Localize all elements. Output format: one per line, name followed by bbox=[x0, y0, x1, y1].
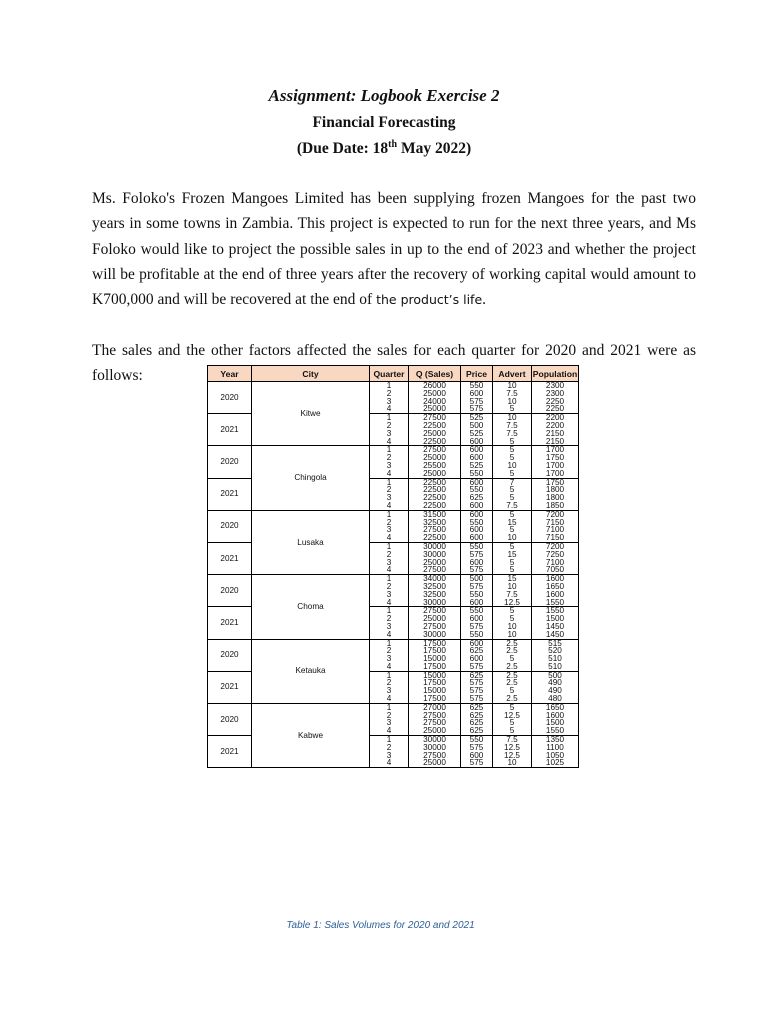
quarter-cell: 2 bbox=[370, 647, 409, 655]
intro-paragraph-end: . bbox=[482, 291, 487, 309]
advert-cell: 7.5 bbox=[493, 430, 532, 438]
quarter-cell: 4 bbox=[370, 599, 409, 607]
sales-cell: 26000 bbox=[409, 382, 461, 390]
quarter-cell: 4 bbox=[370, 502, 409, 510]
population-cell: 1600 bbox=[532, 712, 579, 720]
quarter-cell: 4 bbox=[370, 534, 409, 542]
quarter-cell: 1 bbox=[370, 382, 409, 390]
population-cell: 1600 bbox=[532, 591, 579, 599]
population-cell: 7150 bbox=[532, 519, 579, 527]
population-cell: 500 bbox=[532, 671, 579, 679]
table-row bbox=[208, 382, 579, 390]
advert-cell: 5 bbox=[493, 542, 532, 550]
due-date bbox=[0, 139, 768, 158]
due-date-prefix: (Due Date: 18 bbox=[296, 140, 389, 158]
price-cell: 625 bbox=[461, 671, 493, 679]
advert-cell: 10 bbox=[493, 623, 532, 631]
year-cell: 2020 bbox=[208, 639, 252, 671]
quarter-cell: 3 bbox=[370, 591, 409, 599]
quarter-cell: 3 bbox=[370, 559, 409, 567]
population-cell: 7250 bbox=[532, 551, 579, 559]
sales-cell: 17500 bbox=[409, 663, 461, 671]
price-cell: 600 bbox=[461, 559, 493, 567]
population-cell: 1850 bbox=[532, 502, 579, 510]
quarter-cell: 1 bbox=[370, 671, 409, 679]
advert-cell: 7.5 bbox=[493, 502, 532, 510]
population-cell: 1550 bbox=[532, 599, 579, 607]
quarter-cell: 1 bbox=[370, 736, 409, 744]
sales-cell: 25000 bbox=[409, 390, 461, 398]
sales-cell: 25000 bbox=[409, 727, 461, 735]
population-cell: 2300 bbox=[532, 390, 579, 398]
price-cell: 600 bbox=[461, 446, 493, 454]
year-cell: 2020 bbox=[208, 703, 252, 735]
price-cell: 575 bbox=[461, 398, 493, 406]
intro-paragraph bbox=[92, 186, 696, 312]
advert-cell: 2.5 bbox=[493, 671, 532, 679]
price-cell: 600 bbox=[461, 534, 493, 542]
document-title: Assignment: Logbook Exercise 2 bbox=[268, 86, 500, 105]
population-cell: 1450 bbox=[532, 623, 579, 631]
sales-table bbox=[207, 365, 579, 768]
sales-cell: 15000 bbox=[409, 655, 461, 663]
sales-cell: 27500 bbox=[409, 414, 461, 422]
price-cell: 600 bbox=[461, 639, 493, 647]
population-cell: 2250 bbox=[532, 405, 579, 413]
year-cell: 2020 bbox=[208, 446, 252, 478]
price-cell: 550 bbox=[461, 486, 493, 494]
city-cell: Choma bbox=[252, 575, 370, 639]
price-cell: 575 bbox=[461, 405, 493, 413]
quarter-cell: 2 bbox=[370, 486, 409, 494]
sales-cell: 25000 bbox=[409, 759, 461, 767]
quarter-cell: 4 bbox=[370, 759, 409, 767]
population-cell: 2200 bbox=[532, 414, 579, 422]
price-cell: 550 bbox=[461, 736, 493, 744]
year-cell: 2020 bbox=[208, 510, 252, 542]
advert-cell: 5 bbox=[493, 470, 532, 478]
price-cell: 575 bbox=[461, 744, 493, 752]
population-cell: 490 bbox=[532, 687, 579, 695]
population-cell: 1450 bbox=[532, 631, 579, 639]
advert-cell: 7.5 bbox=[493, 591, 532, 599]
sales-table-body bbox=[208, 382, 579, 768]
quarter-cell: 3 bbox=[370, 655, 409, 663]
price-cell: 625 bbox=[461, 719, 493, 727]
quarter-cell: 4 bbox=[370, 438, 409, 446]
quarter-cell: 1 bbox=[370, 478, 409, 486]
price-cell: 600 bbox=[461, 454, 493, 462]
population-cell: 1550 bbox=[532, 607, 579, 615]
due-date-superscript: th bbox=[388, 139, 398, 150]
sales-cell: 25000 bbox=[409, 559, 461, 567]
city-cell: Kitwe bbox=[252, 382, 370, 446]
quarter-cell: 2 bbox=[370, 744, 409, 752]
quarter-cell: 4 bbox=[370, 727, 409, 735]
advert-cell: 10 bbox=[493, 462, 532, 470]
quarter-cell: 1 bbox=[370, 639, 409, 647]
year-cell: 2021 bbox=[208, 542, 252, 574]
price-cell: 600 bbox=[461, 615, 493, 623]
advert-cell: 5 bbox=[493, 510, 532, 518]
price-cell: 575 bbox=[461, 623, 493, 631]
sales-cell: 30000 bbox=[409, 736, 461, 744]
advert-cell: 5 bbox=[493, 703, 532, 711]
advert-cell: 5 bbox=[493, 405, 532, 413]
sales-cell: 15000 bbox=[409, 687, 461, 695]
price-cell: 500 bbox=[461, 575, 493, 583]
table-row bbox=[208, 703, 579, 711]
price-cell: 575 bbox=[461, 566, 493, 574]
advert-cell: 10 bbox=[493, 631, 532, 639]
price-cell: 550 bbox=[461, 631, 493, 639]
population-cell: 1050 bbox=[532, 752, 579, 760]
sales-cell: 17500 bbox=[409, 647, 461, 655]
year-cell: 2021 bbox=[208, 736, 252, 768]
sales-cell: 25000 bbox=[409, 430, 461, 438]
sales-cell: 27500 bbox=[409, 566, 461, 574]
header-population: Population bbox=[532, 366, 579, 382]
price-cell: 600 bbox=[461, 478, 493, 486]
advert-cell: 10 bbox=[493, 398, 532, 406]
population-cell: 7150 bbox=[532, 534, 579, 542]
advert-cell: 5 bbox=[493, 719, 532, 727]
quarter-cell: 4 bbox=[370, 631, 409, 639]
advert-cell: 5 bbox=[493, 607, 532, 615]
advert-cell: 10 bbox=[493, 414, 532, 422]
sales-cell: 22500 bbox=[409, 486, 461, 494]
quarter-cell: 4 bbox=[370, 470, 409, 478]
sales-cell: 24000 bbox=[409, 398, 461, 406]
table-intro-end: follows: bbox=[92, 367, 143, 384]
price-cell: 625 bbox=[461, 647, 493, 655]
population-cell: 7100 bbox=[532, 526, 579, 534]
quarter-cell: 2 bbox=[370, 519, 409, 527]
advert-cell: 5 bbox=[493, 494, 532, 502]
quarter-cell: 3 bbox=[370, 752, 409, 760]
sales-cell: 25000 bbox=[409, 615, 461, 623]
quarter-cell: 1 bbox=[370, 542, 409, 550]
advert-cell: 12.5 bbox=[493, 744, 532, 752]
population-cell: 1650 bbox=[532, 583, 579, 591]
sales-cell: 15000 bbox=[409, 671, 461, 679]
advert-cell: 15 bbox=[493, 551, 532, 559]
quarter-cell: 2 bbox=[370, 551, 409, 559]
price-cell: 575 bbox=[461, 687, 493, 695]
sales-cell: 27500 bbox=[409, 712, 461, 720]
sales-cell: 32500 bbox=[409, 519, 461, 527]
advert-cell: 12.5 bbox=[493, 752, 532, 760]
price-cell: 525 bbox=[461, 414, 493, 422]
price-cell: 575 bbox=[461, 663, 493, 671]
sales-cell: 25000 bbox=[409, 470, 461, 478]
price-cell: 600 bbox=[461, 526, 493, 534]
quarter-cell: 4 bbox=[370, 663, 409, 671]
header-city: City bbox=[252, 366, 370, 382]
advert-cell: 5 bbox=[493, 446, 532, 454]
price-cell: 600 bbox=[461, 438, 493, 446]
population-cell: 7200 bbox=[532, 510, 579, 518]
price-cell: 550 bbox=[461, 519, 493, 527]
year-cell: 2021 bbox=[208, 607, 252, 639]
city-cell: Ketauka bbox=[252, 639, 370, 703]
population-cell: 7050 bbox=[532, 566, 579, 574]
price-cell: 625 bbox=[461, 712, 493, 720]
sales-cell: 17500 bbox=[409, 679, 461, 687]
price-cell: 600 bbox=[461, 510, 493, 518]
advert-cell: 10 bbox=[493, 759, 532, 767]
price-cell: 550 bbox=[461, 382, 493, 390]
quarter-cell: 2 bbox=[370, 615, 409, 623]
advert-cell: 10 bbox=[493, 534, 532, 542]
table-caption: Table 1: Sales Volumes for 2020 and 2021 bbox=[286, 920, 475, 931]
table-header-row bbox=[208, 366, 579, 382]
advert-cell: 2.5 bbox=[493, 639, 532, 647]
price-cell: 550 bbox=[461, 470, 493, 478]
quarter-cell: 2 bbox=[370, 712, 409, 720]
sales-cell: 25000 bbox=[409, 405, 461, 413]
price-cell: 550 bbox=[461, 542, 493, 550]
population-cell: 2250 bbox=[532, 398, 579, 406]
sales-cell: 27000 bbox=[409, 703, 461, 711]
price-cell: 600 bbox=[461, 655, 493, 663]
price-cell: 625 bbox=[461, 494, 493, 502]
header-advert: Advert bbox=[493, 366, 532, 382]
population-cell: 510 bbox=[532, 655, 579, 663]
table-row bbox=[208, 510, 579, 518]
due-date-suffix: May 2022) bbox=[397, 140, 472, 158]
population-cell: 7200 bbox=[532, 542, 579, 550]
advert-cell: 5 bbox=[493, 727, 532, 735]
quarter-cell: 3 bbox=[370, 526, 409, 534]
sales-cell: 22500 bbox=[409, 478, 461, 486]
population-cell: 7100 bbox=[532, 559, 579, 567]
price-cell: 550 bbox=[461, 591, 493, 599]
quarter-cell: 3 bbox=[370, 462, 409, 470]
year-cell: 2021 bbox=[208, 671, 252, 703]
sales-cell: 22500 bbox=[409, 438, 461, 446]
quarter-cell: 3 bbox=[370, 719, 409, 727]
quarter-cell: 3 bbox=[370, 430, 409, 438]
population-cell: 1800 bbox=[532, 494, 579, 502]
quarter-cell: 4 bbox=[370, 695, 409, 703]
population-cell: 1500 bbox=[532, 719, 579, 727]
quarter-cell: 3 bbox=[370, 494, 409, 502]
sales-cell: 22500 bbox=[409, 494, 461, 502]
quarter-cell: 1 bbox=[370, 414, 409, 422]
population-cell: 480 bbox=[532, 695, 579, 703]
sales-cell: 30000 bbox=[409, 542, 461, 550]
advert-cell: 5 bbox=[493, 486, 532, 494]
sales-cell: 30000 bbox=[409, 551, 461, 559]
sales-cell: 22500 bbox=[409, 534, 461, 542]
quarter-cell: 3 bbox=[370, 687, 409, 695]
price-cell: 575 bbox=[461, 679, 493, 687]
sales-cell: 25000 bbox=[409, 454, 461, 462]
population-cell: 1350 bbox=[532, 736, 579, 744]
sales-cell: 27500 bbox=[409, 752, 461, 760]
population-cell: 1650 bbox=[532, 703, 579, 711]
advert-cell: 2.5 bbox=[493, 647, 532, 655]
sales-cell: 22500 bbox=[409, 422, 461, 430]
advert-cell: 5 bbox=[493, 566, 532, 574]
population-cell: 1700 bbox=[532, 470, 579, 478]
header-price: Price bbox=[461, 366, 493, 382]
sales-cell: 27500 bbox=[409, 623, 461, 631]
year-cell: 2020 bbox=[208, 382, 252, 414]
advert-cell: 7.5 bbox=[493, 736, 532, 744]
advert-cell: 5 bbox=[493, 526, 532, 534]
sales-cell: 30000 bbox=[409, 744, 461, 752]
sales-cell: 25500 bbox=[409, 462, 461, 470]
advert-cell: 7 bbox=[493, 478, 532, 486]
population-cell: 1100 bbox=[532, 744, 579, 752]
advert-cell: 15 bbox=[493, 519, 532, 527]
sales-cell: 27500 bbox=[409, 446, 461, 454]
advert-cell: 7.5 bbox=[493, 390, 532, 398]
quarter-cell: 2 bbox=[370, 679, 409, 687]
population-cell: 2200 bbox=[532, 422, 579, 430]
quarter-cell: 1 bbox=[370, 510, 409, 518]
population-cell: 2150 bbox=[532, 430, 579, 438]
population-cell: 515 bbox=[532, 639, 579, 647]
quarter-cell: 2 bbox=[370, 422, 409, 430]
population-cell: 1550 bbox=[532, 727, 579, 735]
population-cell: 2150 bbox=[532, 438, 579, 446]
table-row bbox=[208, 446, 579, 454]
price-cell: 550 bbox=[461, 607, 493, 615]
advert-cell: 5 bbox=[493, 687, 532, 695]
year-cell: 2021 bbox=[208, 414, 252, 446]
advert-cell: 5 bbox=[493, 454, 532, 462]
price-cell: 600 bbox=[461, 390, 493, 398]
population-cell: 2300 bbox=[532, 382, 579, 390]
sales-cell: 27500 bbox=[409, 719, 461, 727]
advert-cell: 2.5 bbox=[493, 679, 532, 687]
advert-cell: 12.5 bbox=[493, 599, 532, 607]
quarter-cell: 4 bbox=[370, 566, 409, 574]
population-cell: 520 bbox=[532, 647, 579, 655]
table-row bbox=[208, 575, 579, 583]
population-cell: 490 bbox=[532, 679, 579, 687]
population-cell: 1600 bbox=[532, 575, 579, 583]
quarter-cell: 1 bbox=[370, 607, 409, 615]
advert-cell: 5 bbox=[493, 615, 532, 623]
sales-cell: 31500 bbox=[409, 510, 461, 518]
quarter-cell: 3 bbox=[370, 623, 409, 631]
advert-cell: 10 bbox=[493, 382, 532, 390]
sales-cell: 17500 bbox=[409, 639, 461, 647]
header-year: Year bbox=[208, 366, 252, 382]
price-cell: 575 bbox=[461, 551, 493, 559]
advert-cell: 15 bbox=[493, 575, 532, 583]
price-cell: 525 bbox=[461, 430, 493, 438]
price-cell: 625 bbox=[461, 727, 493, 735]
intro-paragraph-tail: the product’s life bbox=[376, 292, 483, 308]
quarter-cell: 3 bbox=[370, 398, 409, 406]
city-cell: Kabwe bbox=[252, 703, 370, 767]
population-cell: 1800 bbox=[532, 486, 579, 494]
sales-cell: 22500 bbox=[409, 502, 461, 510]
sales-cell: 34000 bbox=[409, 575, 461, 583]
intro-paragraph-main: Ms. Foloko's Frozen Mangoes Limited has been supplying frozen Mangoes for the past two years in some towns in Zambia. This project is expected to run for the next three years, and Ms Foloko would like to project the possible sales in up to the end of 2023 and whether the project will be profitable at the end of three years after the recovery of working capital would amount to K700,000 and will be recovered at the end of bbox=[92, 190, 696, 309]
sales-cell: 32500 bbox=[409, 583, 461, 591]
price-cell: 525 bbox=[461, 462, 493, 470]
document-subtitle: Financial Forecasting bbox=[312, 114, 456, 131]
year-cell: 2020 bbox=[208, 575, 252, 607]
quarter-cell: 2 bbox=[370, 583, 409, 591]
sales-cell: 32500 bbox=[409, 591, 461, 599]
price-cell: 575 bbox=[461, 695, 493, 703]
price-cell: 600 bbox=[461, 502, 493, 510]
table-intro-paragraph: The sales and the other factors affected the sales for each quarter for 2020 and 2021 were as bbox=[92, 342, 696, 359]
sales-cell: 27500 bbox=[409, 526, 461, 534]
quarter-cell: 2 bbox=[370, 454, 409, 462]
population-cell: 1750 bbox=[532, 454, 579, 462]
price-cell: 600 bbox=[461, 599, 493, 607]
price-cell: 500 bbox=[461, 422, 493, 430]
year-cell: 2021 bbox=[208, 478, 252, 510]
advert-cell: 7.5 bbox=[493, 422, 532, 430]
quarter-cell: 1 bbox=[370, 575, 409, 583]
sales-cell: 27500 bbox=[409, 607, 461, 615]
quarter-cell: 2 bbox=[370, 390, 409, 398]
sales-cell: 30000 bbox=[409, 599, 461, 607]
price-cell: 575 bbox=[461, 583, 493, 591]
advert-cell: 10 bbox=[493, 583, 532, 591]
population-cell: 1750 bbox=[532, 478, 579, 486]
price-cell: 625 bbox=[461, 703, 493, 711]
quarter-cell: 1 bbox=[370, 703, 409, 711]
quarter-cell: 1 bbox=[370, 446, 409, 454]
population-cell: 1700 bbox=[532, 462, 579, 470]
advert-cell: 12.5 bbox=[493, 712, 532, 720]
advert-cell: 2.5 bbox=[493, 695, 532, 703]
sales-cell: 17500 bbox=[409, 695, 461, 703]
quarter-cell: 4 bbox=[370, 405, 409, 413]
price-cell: 575 bbox=[461, 759, 493, 767]
advert-cell: 5 bbox=[493, 559, 532, 567]
advert-cell: 5 bbox=[493, 438, 532, 446]
header-q-sales: Q (Sales) bbox=[409, 366, 461, 382]
advert-cell: 2.5 bbox=[493, 663, 532, 671]
sales-cell: 30000 bbox=[409, 631, 461, 639]
price-cell: 600 bbox=[461, 752, 493, 760]
population-cell: 1025 bbox=[532, 759, 579, 767]
population-cell: 1500 bbox=[532, 615, 579, 623]
advert-cell: 5 bbox=[493, 655, 532, 663]
population-cell: 1700 bbox=[532, 446, 579, 454]
city-cell: Chingola bbox=[252, 446, 370, 510]
table-row bbox=[208, 639, 579, 647]
city-cell: Lusaka bbox=[252, 510, 370, 574]
population-cell: 510 bbox=[532, 663, 579, 671]
header-quarter: Quarter bbox=[370, 366, 409, 382]
